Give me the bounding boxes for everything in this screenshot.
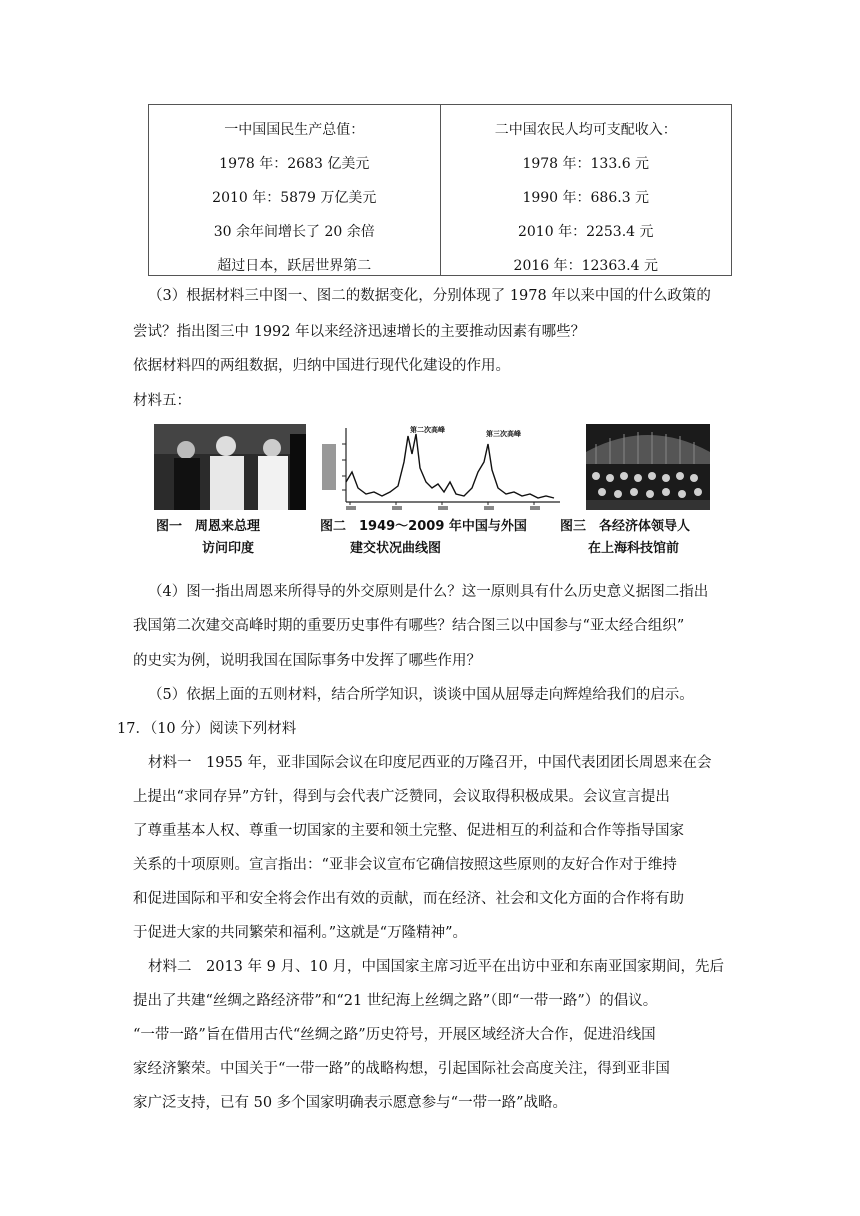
figure-2-caption [320, 516, 527, 560]
table-cell: 一中国国民生产总值： [224, 122, 365, 138]
material-5-figures [150, 420, 712, 570]
figure-3-caption [560, 516, 690, 560]
material-2-line: 提出了共建“丝绸之路经济带”和“21 世纪海上丝绸之路”（即“一带一路”）的倡议。 [133, 993, 658, 1009]
figure-1-caption [156, 516, 260, 560]
material-1-line: 和促进国际和平和安全将会作出有效的贡献，而在经济、社会和文化方面的合作将有助 [133, 891, 684, 907]
figure-2-caption-line-2: 建交状况曲线图 [350, 541, 442, 556]
table-cell: 30 余年间增长了 20 余倍 [213, 224, 375, 240]
table-cell: 1990 年：686.3 元 [522, 190, 650, 206]
table-cell: 超过日本，跃居世界第二 [217, 258, 372, 274]
table-cell: 1978 年：133.6 元 [522, 156, 650, 172]
table-cell: 1978 年：2683 亿美元 [219, 156, 370, 172]
peak-label-second: 第二次高峰 [410, 426, 445, 434]
question-3-line-2: 尝试？指出图三中 1992 年以来经济迅速增长的主要推动因素有哪些？ [133, 324, 586, 340]
material-2-line: 家广泛支持，已有 50 多个国家明确表示愿意参与“一带一路”战略。 [133, 1095, 567, 1111]
figure-3-caption-line-1: 图三 各经济体领导人 [560, 519, 691, 534]
question-4-line-1: （4）图一指出周恩来所得导的外交原则是什么？这一原则具有什么历史意义据图二指出 [148, 584, 709, 600]
table-cell: 2010 年：2253.4 元 [517, 224, 654, 240]
figure-2-caption-line-1: 图二 1949～2009 年中国与外国 [320, 519, 527, 534]
material-2-line: 材料二 2013 年 9 月、10 月，中国国家主席习近平在出访中亚和东南亚国家期间，先后 [148, 959, 725, 975]
table-cell: 2016 年：12363.4 元 [513, 258, 658, 274]
table-cell: 二中国农民人均可支配收入： [494, 122, 677, 138]
question-3-line-1: （3）根据材料三中图一、图二的数据变化，分别体现了 1978 年以来中国的什么政策的 [148, 288, 711, 304]
question-17-heading: 17．（10 分）阅读下列材料 [117, 721, 297, 737]
question-5: （5）依据上面的五则材料，结合所学知识，谈谈中国从屈辱走向辉煌给我们的启示。 [148, 687, 694, 703]
table-cell: 2010 年：5879 万亿美元 [212, 190, 377, 206]
figure-1-caption-line-1: 图一 周恩来总理 [156, 519, 261, 534]
question-3-line-3: 依据材料四的两组数据，归纳中国进行现代化建设的作用。 [133, 358, 510, 374]
material-1-line: 于促进大家的共同繁荣和福利。”这就是“万隆精神”。 [133, 925, 467, 941]
peak-label-third: 第三次高峰 [486, 430, 521, 438]
figure-1-caption-line-2: 访问印度 [202, 541, 255, 556]
table-column-gnp [149, 105, 440, 275]
material-2-line: 家经济繁荣。中国关于“一带一路”的战略构想，引起国际社会高度关注，得到亚非国 [133, 1061, 670, 1077]
zhou-enlai-india-photo [154, 424, 306, 510]
material-1-line: 上提出“求同存异”方针，得到与会代表广泛赞同，会议取得积极成果。会议宣言提出 [133, 789, 670, 805]
material-5-label: 材料五： [133, 393, 191, 409]
figure-3-caption-line-2: 在上海科技馆前 [588, 541, 680, 556]
material-2-line: “一带一路”旨在借用古代“丝绸之路”历史符号，开展区域经济大合作，促进沿线国 [133, 1027, 656, 1043]
question-4-line-3: 的史实为例，说明我国在国际事务中发挥了哪些作用？ [133, 653, 481, 669]
material-1-line: 了尊重基本人权、尊重一切国家的主要和领土完整、促进相互的利益和合作等指导国家 [133, 823, 684, 839]
shanghai-science-museum-photo [586, 424, 710, 510]
material-1-line: 关系的十项原则。宣言指出：“亚非会议宣布它确信按照这些原则的友好合作对于维持 [133, 857, 677, 873]
table-column-income [440, 105, 732, 275]
material-1-line: 材料一 1955 年，亚非国际会议在印度尼西亚的万隆召开，中国代表团团长周恩来在会 [148, 755, 712, 771]
diplomatic-relations-curve-chart [316, 422, 566, 514]
question-4-line-2: 我国第二次建交高峰时期的重要历史事件有哪些？结合图三以中国参与“亚太经合组织” [133, 618, 685, 634]
data-table [148, 104, 732, 276]
